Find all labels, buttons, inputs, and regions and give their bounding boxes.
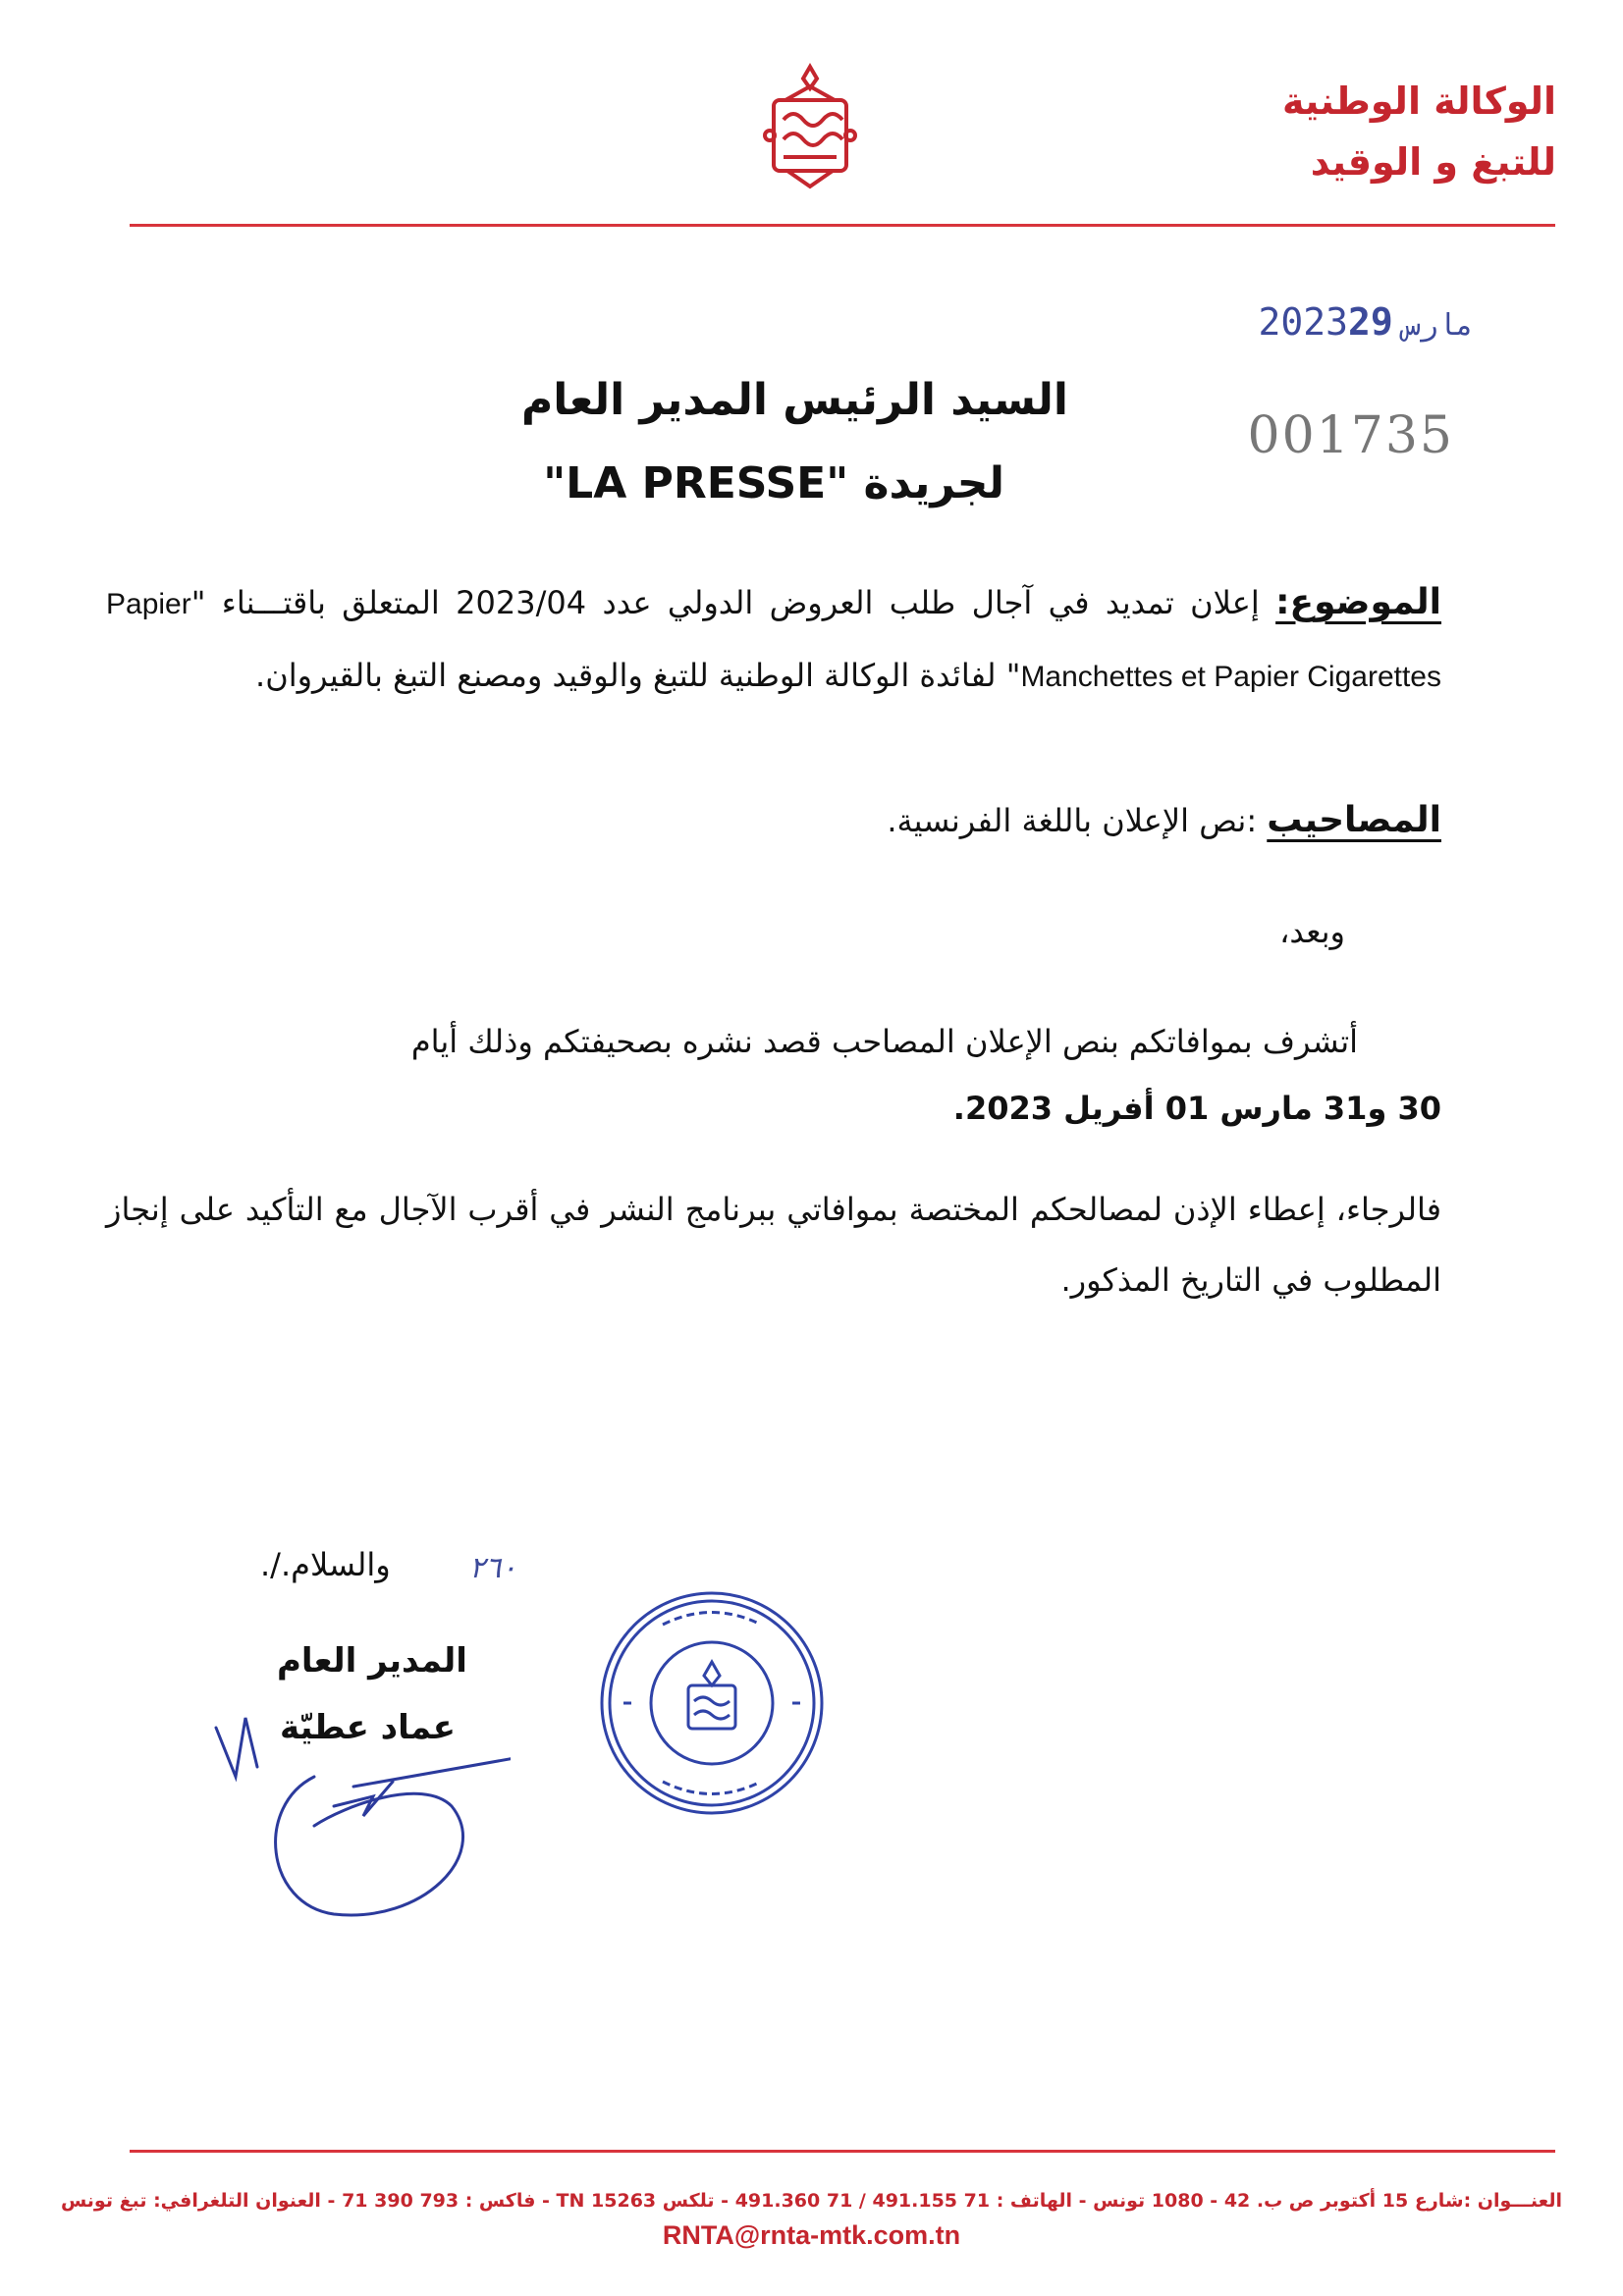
organization-name-line1: الوكالة الوطنية xyxy=(1281,80,1556,123)
footer-address: العنـــوان :شارع 15 أكتوبر ص ب. 42 - 1080 تونس - الهاتف : 71 491.155 / 71 491.360 - تلكس 15263 TN - فاكس : 793 390 71 - العنوان التلغرافي: تبغ تونس xyxy=(60,2190,1563,2212)
reference-number: 001735 xyxy=(1247,406,1454,465)
handwritten-signature-icon xyxy=(196,1659,511,1924)
request-paragraph: أتشرف بموافاتكم بنص الإعلان المصاحب قصد نشره بصحيفتكم وذلك أيام xyxy=(410,1023,1358,1060)
ministry-seal-icon xyxy=(594,1585,830,1821)
subject-text-latin: Papier Manchettes et Papier Cigarettes xyxy=(106,588,1441,693)
organization-name-line2: للتبغ و الوقيد xyxy=(1310,140,1556,184)
greeting: وبعد، xyxy=(1279,913,1345,950)
signatory-name: عماد عطيّة xyxy=(280,1708,456,1747)
rnta-emblem-icon xyxy=(756,61,864,193)
salutation: والسلام./. xyxy=(260,1546,391,1583)
attachments-paragraph xyxy=(106,785,1441,856)
date-stamp xyxy=(1258,300,1484,344)
footer-divider xyxy=(130,2150,1555,2153)
footer-email: RNTA@rnta-mtk.com.tn xyxy=(662,2220,961,2250)
subject-text-part2: " لفائدة الوكالة الوطنية للتبغ والوقيد ومصنع التبغ بالقيروان. xyxy=(255,657,1021,694)
signatory-title: المدير العام xyxy=(277,1641,467,1681)
closing-request-paragraph: فالرجاء، إعطاء الإذن لمصالحكم المختصة بموافاتي ببرنامج النشر في أقرب الآجال مع التأكيد على إنجاز المطلوب في التاريخ المذكور. xyxy=(106,1191,1441,1299)
stamp-day: 29 xyxy=(1347,300,1393,344)
stamp-year: 2023 xyxy=(1258,300,1348,344)
stamp-month: مارس xyxy=(1402,308,1474,343)
handwritten-number: ٢٦٠ xyxy=(469,1551,517,1585)
publication-dates: 30 و31 مارس 01 أفريل 2023. xyxy=(952,1090,1441,1127)
recipient-newspaper: لجريدة "LA PRESSE" xyxy=(543,458,1004,508)
organization-name xyxy=(1282,71,1556,192)
attachments-label: المصاحيب xyxy=(1267,800,1441,840)
recipient-title: السيد الرئيس المدير العام xyxy=(521,375,1068,425)
subject-label: الموضوع: xyxy=(1275,582,1442,622)
header-divider xyxy=(130,224,1555,227)
subject-paragraph xyxy=(106,567,1441,713)
subject-text-part1: إعلان تمديد في آجال طلب العروض الدولي عدد 2023/04 المتعلق باقتـــناء " xyxy=(190,584,1260,621)
attachments-text: :نص الإعلان باللغة الفرنسية. xyxy=(887,802,1258,839)
